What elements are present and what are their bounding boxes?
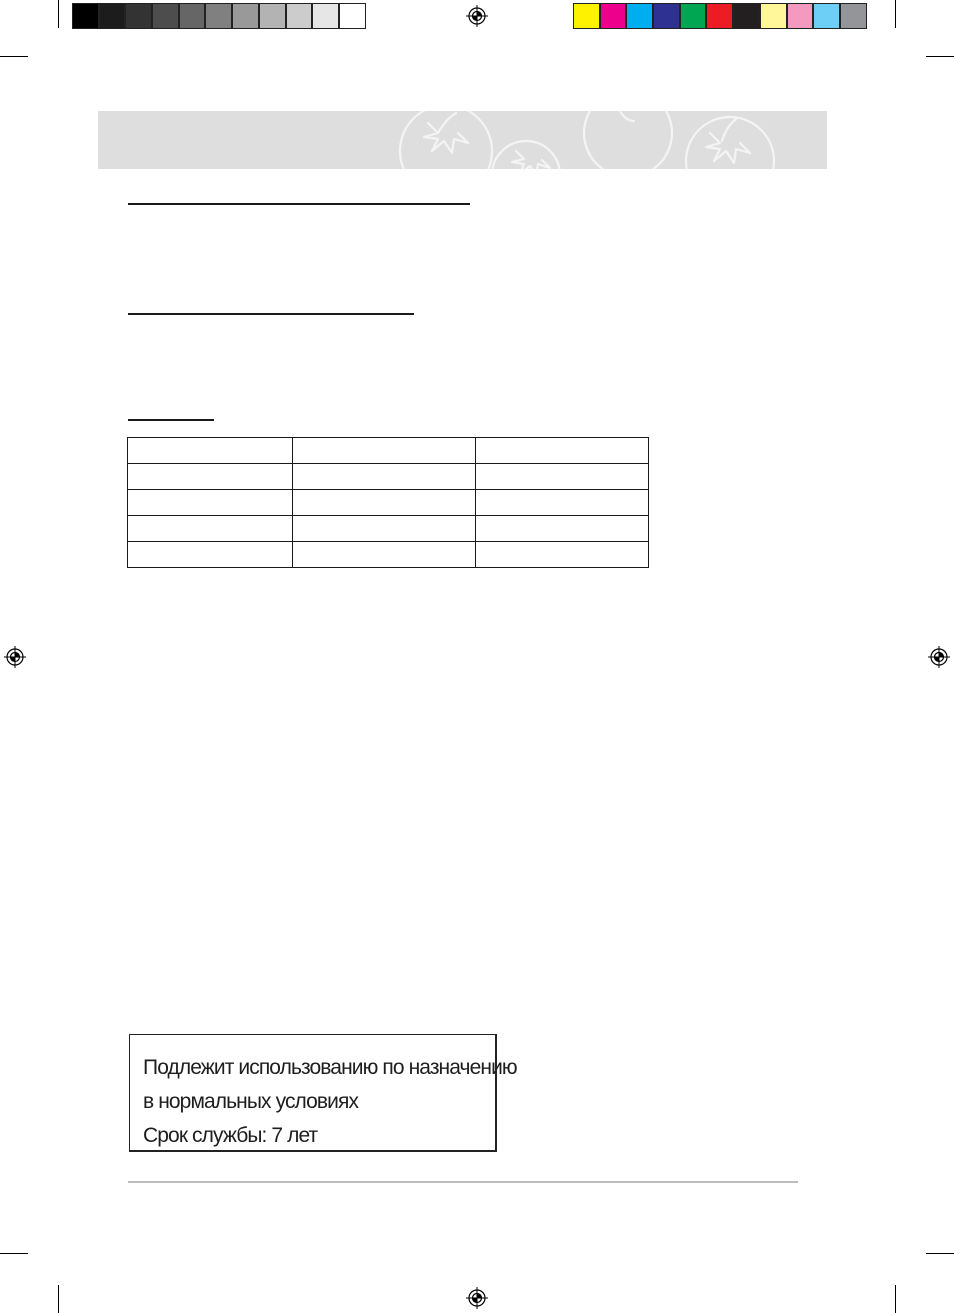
table-cell [293,464,476,490]
table-cell [128,516,293,542]
color-swatch [205,3,232,29]
table-cell [128,464,293,490]
color-bar [573,3,867,29]
crop-mark [926,1253,954,1254]
crop-mark [926,56,954,57]
table-cell [476,490,649,516]
crop-mark [895,1285,896,1313]
crop-mark [0,1253,28,1254]
color-swatch [573,3,600,29]
table-cell [476,542,649,568]
table-row [128,516,649,542]
table-row [128,542,649,568]
color-swatch [680,3,707,29]
color-swatch [653,3,680,29]
color-swatch [72,3,99,29]
registration-mark-icon [466,5,488,27]
color-swatch [840,3,867,29]
header-band [98,111,827,169]
footer-rule [128,1181,798,1183]
table-cell [293,542,476,568]
table-cell [128,542,293,568]
color-swatch [152,3,179,29]
color-swatch [99,3,126,29]
color-swatch [232,3,259,29]
notice-box [129,1034,517,1152]
color-swatch [339,3,366,29]
table-cell [128,438,293,464]
registration-mark-icon [928,646,950,668]
table-cell [293,516,476,542]
color-swatch [706,3,733,29]
registration-mark-icon [466,1287,488,1309]
spec-table [127,437,649,568]
color-swatch [733,3,760,29]
tomato-line-art-icon [98,111,827,169]
color-swatch [259,3,286,29]
color-swatch [600,3,627,29]
crop-mark [895,0,896,28]
table-row [128,490,649,516]
notice-line: Срок службы: 7 лет [143,1124,318,1147]
greyscale-bar [72,3,366,29]
notice-line: Подлежит использованию по назначению [143,1056,517,1079]
color-swatch [626,3,653,29]
table-cell [293,438,476,464]
section-heading-rule [128,203,470,205]
color-swatch [813,3,840,29]
table-cell [476,438,649,464]
table-cell [293,490,476,516]
registration-mark-icon [4,646,26,668]
color-swatch [787,3,814,29]
color-swatch [312,3,339,29]
notice-line: в нормальных условиях [143,1090,359,1113]
crop-mark [58,0,59,28]
color-swatch [125,3,152,29]
section-heading-rule [128,313,414,315]
table-cell [476,516,649,542]
color-swatch [286,3,313,29]
table-cell [128,490,293,516]
table-row [128,464,649,490]
color-swatch [760,3,787,29]
color-swatch [179,3,206,29]
crop-mark [0,56,28,57]
section-heading-rule [128,419,214,421]
crop-mark [58,1285,59,1313]
table-row [128,438,649,464]
table-cell [476,464,649,490]
